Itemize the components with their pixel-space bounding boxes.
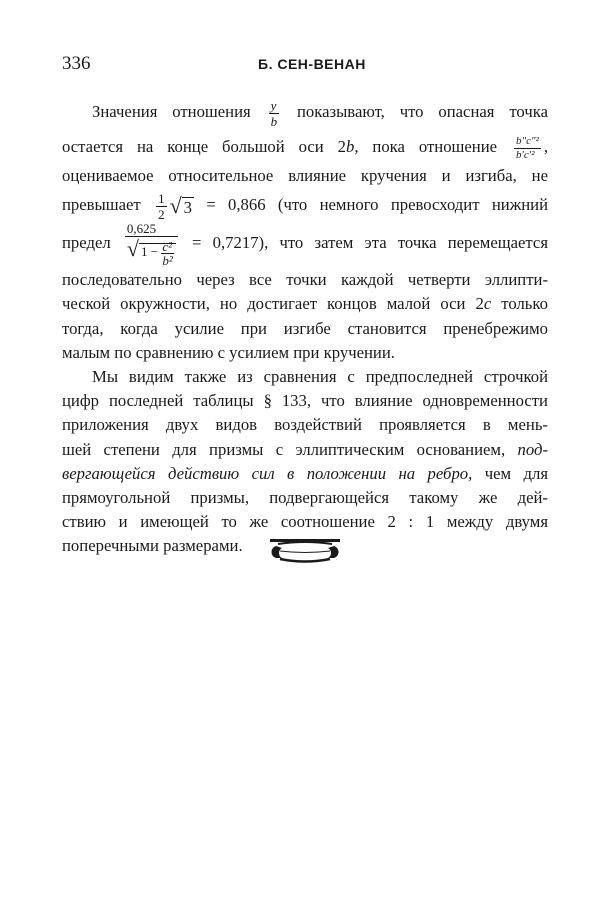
- italic-text: вергающейся действию сил в положении на ребро,: [62, 463, 473, 483]
- radicand: 3: [183, 198, 192, 218]
- p2-line-4: [62, 438, 548, 462]
- radical-sign-icon: √: [126, 236, 139, 262]
- italic-text: под-: [517, 439, 548, 459]
- p1-line-4: [62, 188, 548, 222]
- text-run: чем для: [484, 463, 549, 483]
- fraction-numerator: y: [269, 99, 280, 114]
- text-run: = 0,7217), что затем эта точка перемещается: [191, 233, 549, 253]
- page-number: 336: [62, 53, 91, 74]
- fraction-numerator: 0,625: [125, 222, 178, 237]
- text-run: только: [501, 294, 548, 314]
- fraction-numerator: c²: [162, 238, 173, 254]
- p1-line-5: [62, 222, 548, 268]
- p2-line-1: Мы видим также из сравнения с предпоследней строчкой: [92, 366, 548, 386]
- fraction-denominator: [125, 237, 178, 267]
- fraction-b-c-ratio: [514, 136, 541, 161]
- p1-line-3: оцениваемое относительное влияние кручения и изгиба, не: [62, 166, 548, 185]
- p2-line-7: ствию и имеющей то же соотношение 2 : 1 между двумя: [62, 512, 548, 532]
- p2-line-5: [62, 462, 548, 486]
- text-run: Значения отношения: [92, 102, 251, 121]
- page-header: [0, 53, 602, 77]
- p2-line-6: прямоугольной призмы, подвергающейся такому же дей-: [62, 487, 548, 507]
- fraction-denominator: b′c′²: [516, 148, 535, 161]
- fraction-denominator: 2: [158, 206, 165, 222]
- p1-line-2: [62, 129, 548, 164]
- fraction-numerator: b″c″²: [516, 134, 539, 147]
- fraction-c-over-b: [161, 240, 173, 267]
- square-root-3: [170, 195, 194, 217]
- body-text: [62, 92, 548, 558]
- p1-line-1: [62, 92, 548, 129]
- end-ornament-icon: [268, 538, 342, 566]
- p2-line-8: поперечными размерами.: [62, 536, 243, 556]
- radicand: [139, 238, 176, 268]
- fraction-lower-limit: [125, 222, 178, 267]
- running-title: Б. СЕН-ВЕНАН: [258, 56, 366, 72]
- text-run: , пока отношение: [354, 137, 498, 156]
- p2-line-3: приложения двух видов воздействий проявляется в мень-: [62, 415, 548, 435]
- radical-sign-icon: √: [169, 193, 182, 219]
- italic-variable: b: [345, 137, 355, 156]
- p1-line-9: малым по сравнению с усилием при кручении.: [62, 342, 395, 362]
- fraction-y-over-b: [269, 99, 280, 128]
- fraction-denominator: b: [270, 113, 278, 129]
- text-run: остается на конце большой оси 2: [62, 137, 346, 156]
- text-run: шей степени для призмы с эллиптическим основанием,: [62, 439, 506, 459]
- p1-line-8: тогда, когда усилие при изгибе становится пренебрежимо: [62, 318, 548, 338]
- text-run: показывают, что опасная точка: [296, 102, 548, 121]
- fraction-denominator: b²: [162, 252, 173, 268]
- text-run: = 0,866 (что немного превосходит нижний: [206, 195, 549, 215]
- p1-line-7: [62, 292, 548, 316]
- p2-line-2: цифр последней таблицы § 133, что влияние одновременности: [62, 391, 548, 411]
- p1-line-6: последовательно через все точки каждой четверти эллипти-: [62, 270, 548, 290]
- radicand-text: 1 −: [141, 244, 159, 260]
- text-run: предел: [62, 233, 111, 253]
- text-run: ческой окружности, но достигает концов малой оси 2: [62, 294, 484, 314]
- text-run: превышает: [62, 195, 141, 215]
- square-root-expression: [127, 238, 176, 267]
- fraction-one-half: [156, 192, 167, 221]
- fraction-numerator: 1: [158, 190, 165, 206]
- text-run: ,: [543, 137, 549, 156]
- italic-variable: c: [483, 294, 492, 314]
